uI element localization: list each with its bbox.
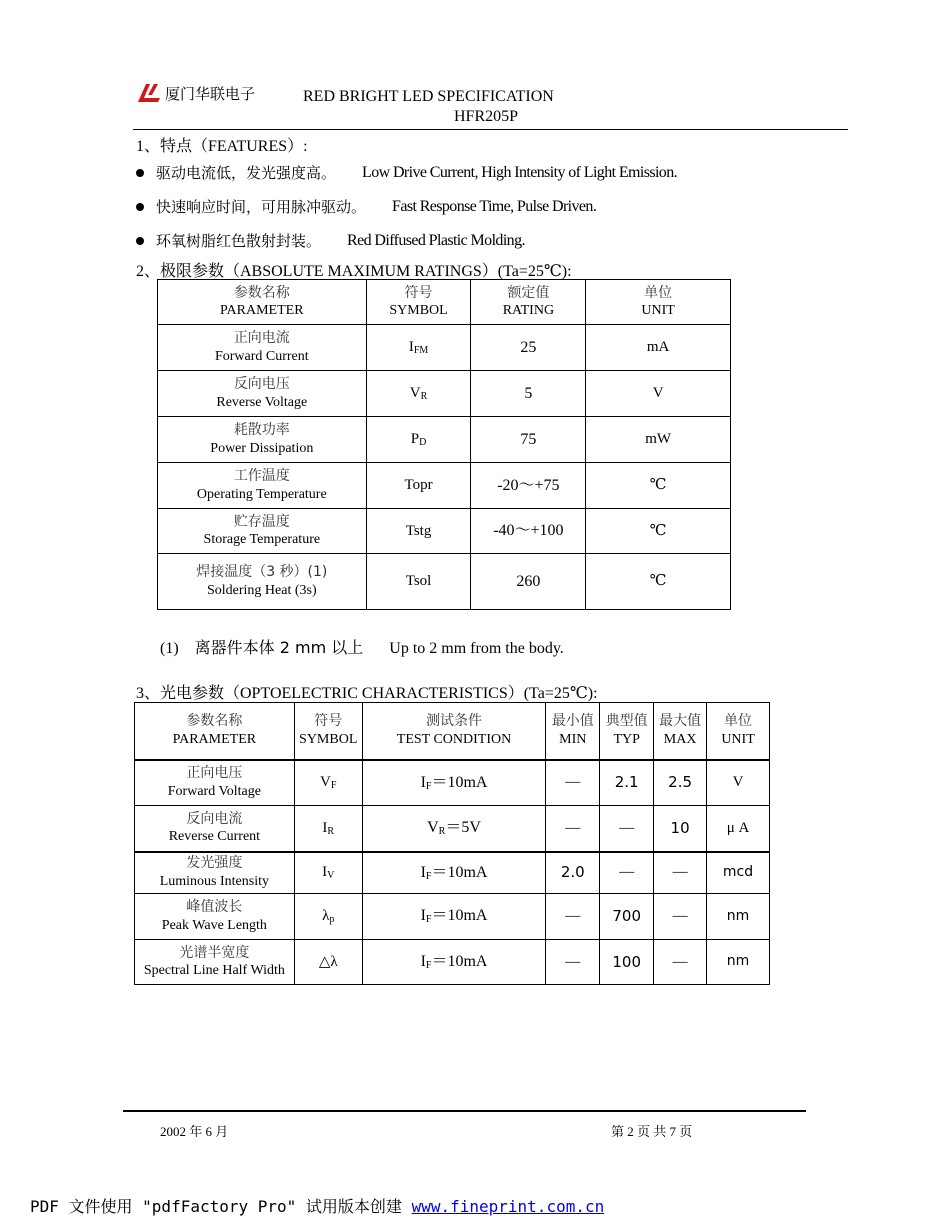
table-cell: 5	[471, 371, 586, 417]
feature-item: 驱动电流低，发光强度高。 Low Drive Current, High Intensity of Light Emission.	[136, 162, 677, 183]
optoelectric-table	[134, 702, 770, 985]
abs-max-heading: 2、极限参数（ABSOLUTE MAXIMUM RATINGS）(Ta=25℃):	[136, 263, 572, 280]
table-cell: —	[600, 852, 654, 894]
header-cell: 符号 SYMBOL	[366, 280, 471, 325]
table-cell: △λ	[294, 940, 362, 985]
table-row	[158, 325, 731, 371]
model-number: HFR205P	[454, 108, 519, 125]
table-cell: $V_R=5V$	[362, 806, 546, 852]
table-cell: -20～+75	[471, 463, 586, 509]
table-cell: mW	[586, 417, 731, 463]
table-cell: 工作温度 Operating Temperature	[158, 463, 367, 509]
header-divider	[133, 129, 848, 130]
table-cell: Tsol	[366, 554, 471, 610]
table-cell: —	[654, 940, 707, 985]
header-cell: 单位 UNIT	[707, 703, 770, 760]
header-cell: 参数名称 PARAMETER	[158, 280, 367, 325]
table-cell: 正向电压 Forward Voltage	[135, 760, 295, 806]
table-cell: —	[546, 760, 600, 806]
footer-date: 2002 年 6 月	[160, 1124, 229, 1139]
table-cell: $I_F=10mA$	[362, 852, 546, 894]
table-cell: 焊接温度（3 秒）(1) Soldering Heat (3s)	[158, 554, 367, 610]
table-cell: μ A	[707, 806, 770, 852]
feature-item: 环氧树脂红色散射封装。 Red Diffused Plastic Molding.	[136, 230, 525, 251]
table-row	[158, 509, 731, 554]
table-header-row	[158, 280, 731, 325]
table-cell: mA	[586, 325, 731, 371]
table-cell: Topr	[366, 463, 471, 509]
table-cell: $\lambda_p$	[294, 894, 362, 940]
table-cell: -40～+100	[471, 509, 586, 554]
table-cell: V	[707, 760, 770, 806]
table-cell: —	[546, 940, 600, 985]
table-row	[135, 894, 770, 940]
table-row	[135, 852, 770, 894]
table-cell: 2.5	[654, 760, 707, 806]
company-logo	[136, 82, 255, 104]
table-cell: 10	[654, 806, 707, 852]
header-cell: 最小值 MIN	[546, 703, 600, 760]
table-cell: 260	[471, 554, 586, 610]
table-cell: —	[600, 806, 654, 852]
table-cell: $I_R$	[294, 806, 362, 852]
table-cell: mcd	[707, 852, 770, 894]
table-cell: 25	[471, 325, 586, 371]
table-cell: $I_{FM}$	[366, 325, 471, 371]
table-cell: 700	[600, 894, 654, 940]
table-cell: $I_F=10mA$	[362, 894, 546, 940]
table-header-row	[135, 703, 770, 760]
header-cell: 单位 UNIT	[586, 280, 731, 325]
abs-max-table	[157, 279, 731, 610]
table-cell: $V_R$	[366, 371, 471, 417]
table-cell: 峰值波长 Peak Wave Length	[135, 894, 295, 940]
table-cell: 反向电压 Reverse Voltage	[158, 371, 367, 417]
table-cell: 正向电流 Forward Current	[158, 325, 367, 371]
bullet-icon	[136, 203, 144, 211]
table-cell: nm	[707, 894, 770, 940]
fineprint-link[interactable]: www.fineprint.com.cn	[411, 1197, 605, 1216]
header-cell: 典型值 TYP	[600, 703, 654, 760]
table-cell: Tstg	[366, 509, 471, 554]
table-cell: $I_F=10mA$	[362, 760, 546, 806]
bullet-icon	[136, 237, 144, 245]
document-title: RED BRIGHT LED SPECIFICATION	[303, 88, 554, 105]
table-cell: 贮存温度 Storage Temperature	[158, 509, 367, 554]
features-heading: 1、特点（FEATURES）:	[136, 138, 308, 155]
table-row	[135, 760, 770, 806]
table-cell: 2.0	[546, 852, 600, 894]
table-row	[135, 806, 770, 852]
footer-page-number: 第 2 页 共 7 页	[611, 1124, 693, 1139]
table-cell: 100	[600, 940, 654, 985]
table-cell: 发光强度 Luminous Intensity	[135, 852, 295, 894]
table-cell: 光谱半宽度 Spectral Line Half Width	[135, 940, 295, 985]
table-cell: —	[654, 852, 707, 894]
table-row	[135, 940, 770, 985]
table-cell: 耗散功率 Power Dissipation	[158, 417, 367, 463]
hl-logo-icon	[136, 83, 162, 103]
header-cell: 参数名称 PARAMETER	[135, 703, 295, 760]
table-row	[158, 554, 731, 610]
feature-item: 快速响应时间，可用脉冲驱动。 Fast Response Time, Pulse Driven.	[136, 196, 596, 217]
company-name: 厦门华联电子	[165, 84, 256, 103]
optoelectric-heading: 3、光电参数（OPTOELECTRIC CHARACTERISTICS）(Ta=25℃):	[136, 685, 598, 702]
footnote: (1) 离器件本体 2 mm 以上 Up to 2 mm from the body.	[160, 638, 564, 657]
table-cell: —	[546, 894, 600, 940]
table-cell: ℃	[586, 463, 731, 509]
header-cell: 符号 SYMBOL	[294, 703, 362, 760]
pdf-notice: PDF 文件使用 "pdfFactory Pro" 试用版本创建 www.fineprint.com.cn	[30, 1197, 605, 1216]
table-cell: —	[546, 806, 600, 852]
table-cell: $I_V$	[294, 852, 362, 894]
header-cell: 额定值 RATING	[471, 280, 586, 325]
table-cell: 2.1	[600, 760, 654, 806]
table-row	[158, 417, 731, 463]
table-cell: $I_F=10mA$	[362, 940, 546, 985]
table-cell: 75	[471, 417, 586, 463]
table-cell: —	[654, 894, 707, 940]
footer-divider	[123, 1110, 806, 1112]
table-cell: ℃	[586, 509, 731, 554]
header-cell: 测试条件 TEST CONDITION	[362, 703, 546, 760]
table-row	[158, 371, 731, 417]
table-cell: ℃	[586, 554, 731, 610]
header-cell: 最大值 MAX	[654, 703, 707, 760]
table-cell: 反向电流 Reverse Current	[135, 806, 295, 852]
table-cell: nm	[707, 940, 770, 985]
table-cell: $P_D$	[366, 417, 471, 463]
table-cell: $V_F$	[294, 760, 362, 806]
table-row	[158, 463, 731, 509]
bullet-icon	[136, 169, 144, 177]
table-cell: V	[586, 371, 731, 417]
